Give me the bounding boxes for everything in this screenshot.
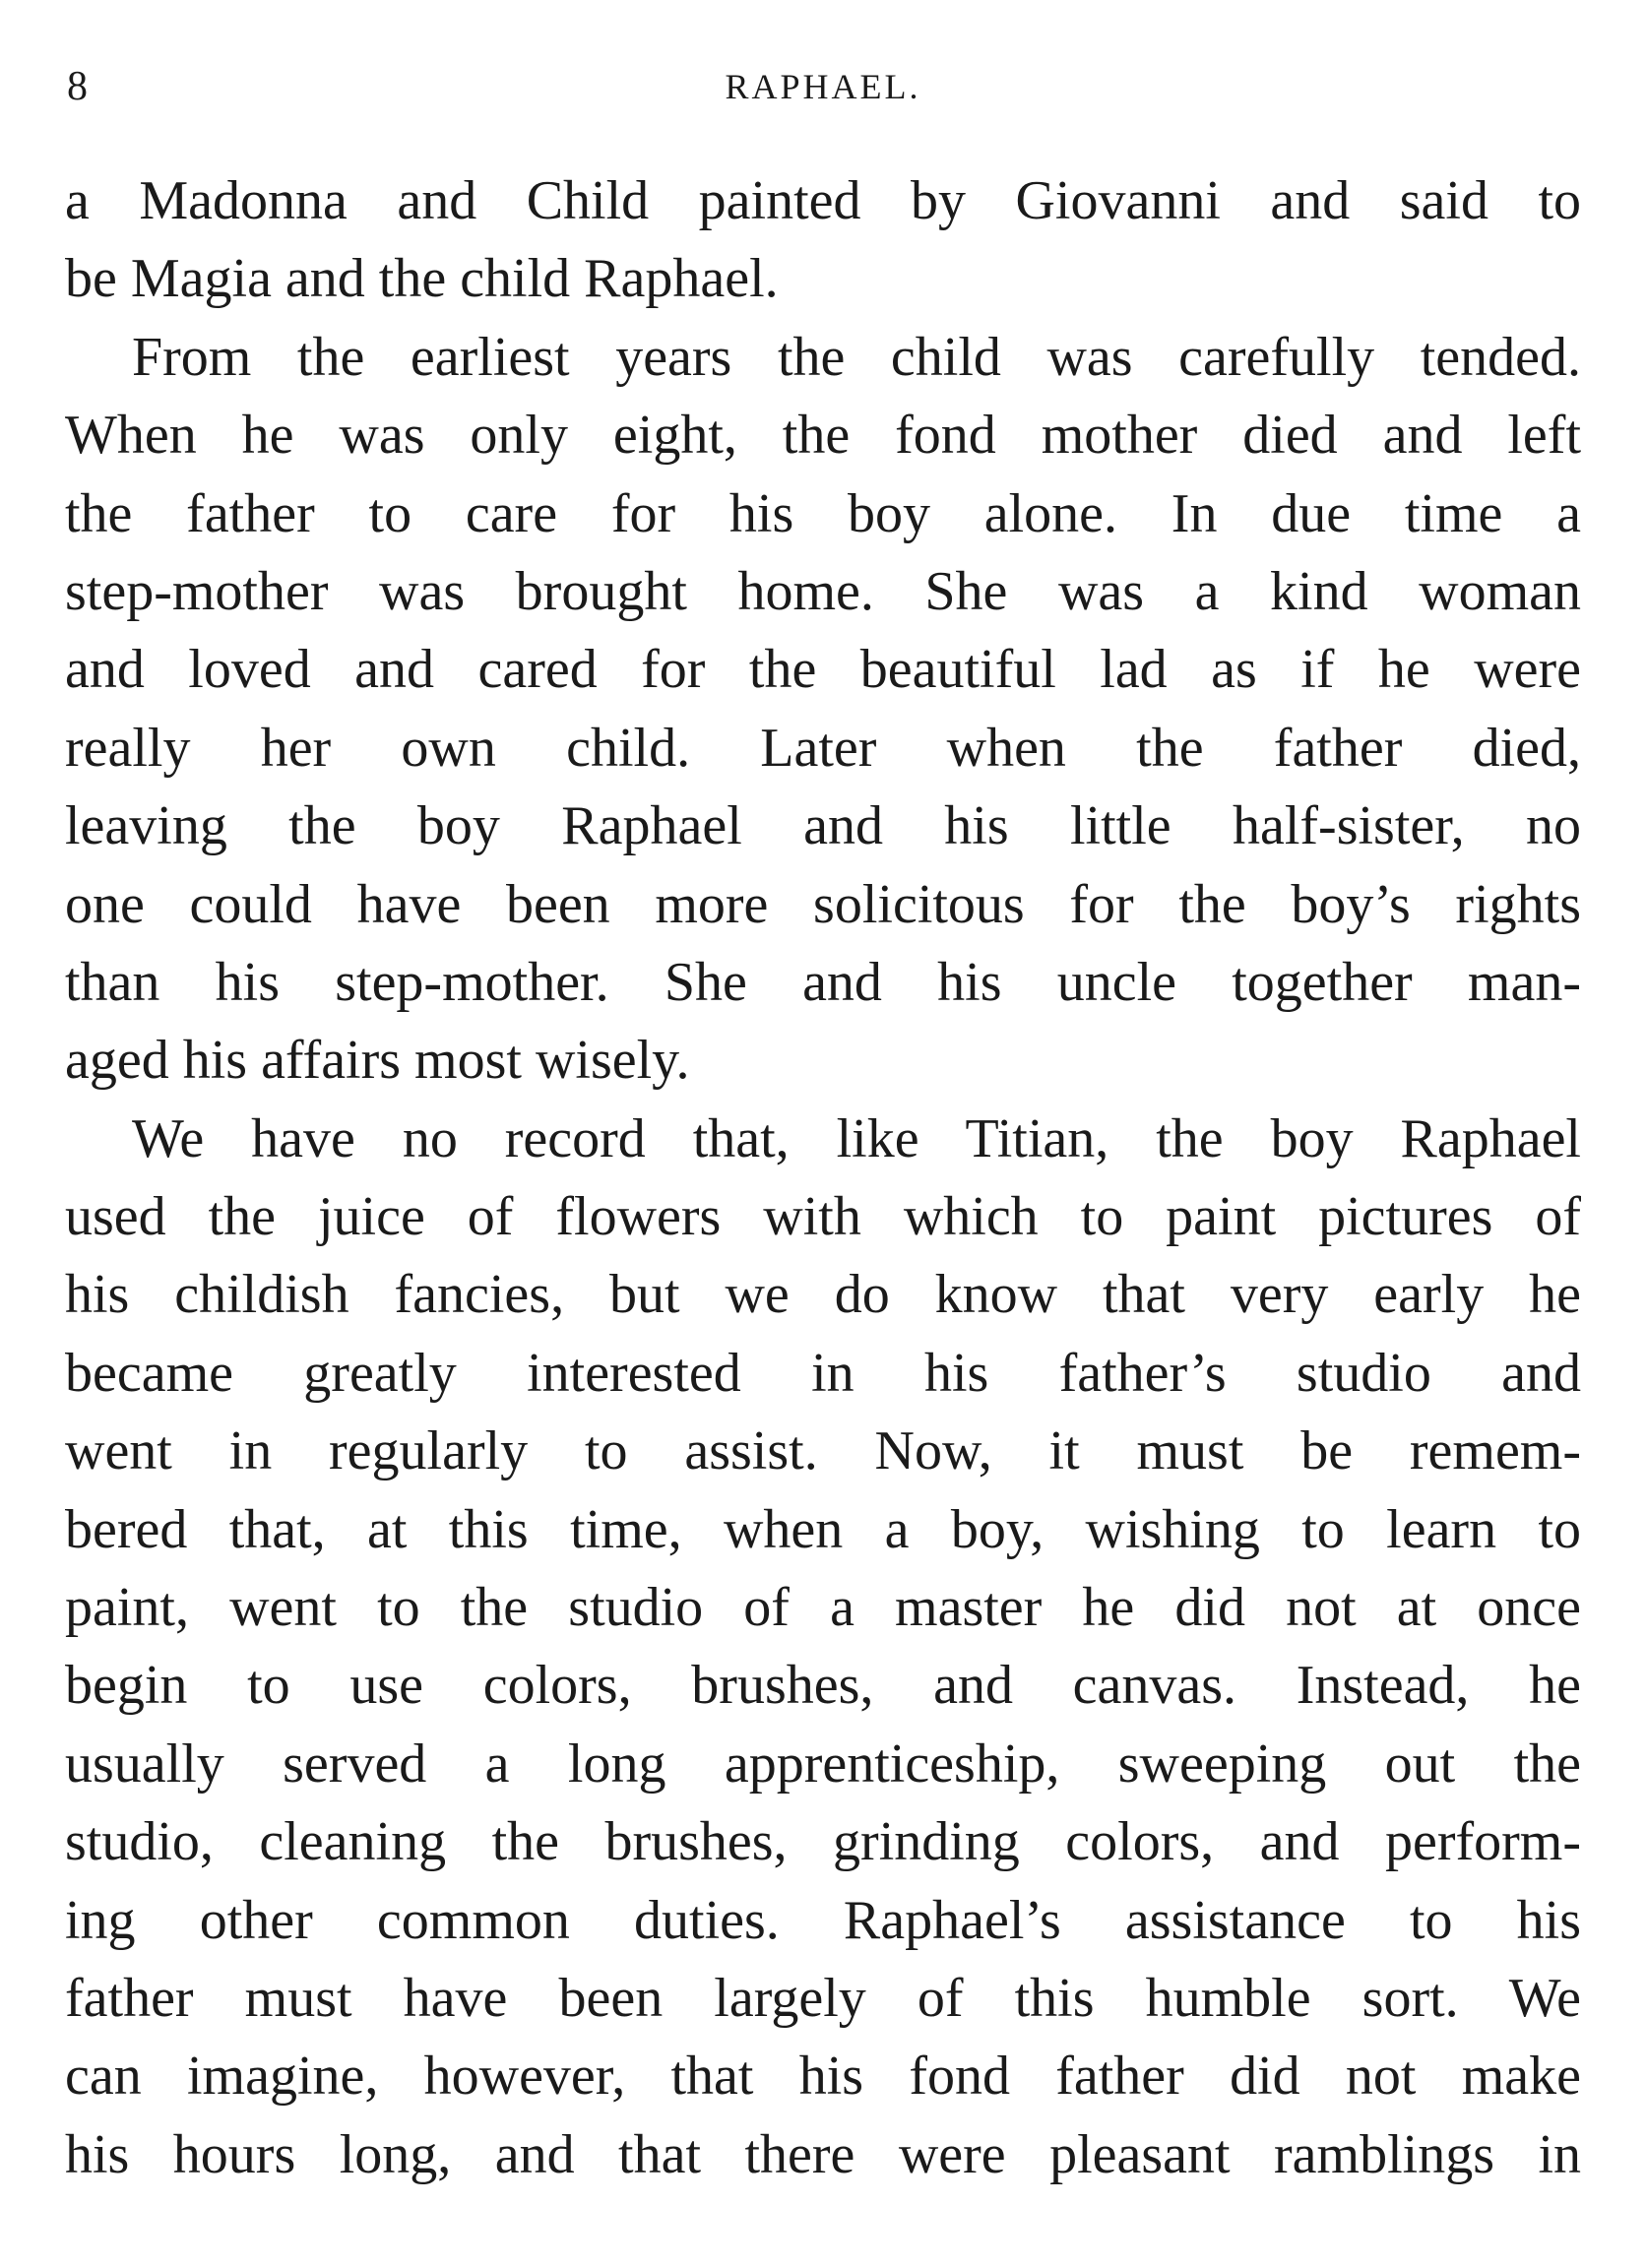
text-line: his childish fancies, but we do know that very early he: [65, 1264, 1581, 1326]
paragraph: [65, 162, 1581, 319]
text-line: one could have been more solicitous for the boy’s rights: [65, 873, 1581, 935]
text-line: his hours long, and that there were pleasant ramblings in: [65, 2123, 1581, 2185]
text-line: than his step-mother. She and his uncle together man-: [65, 951, 1581, 1013]
text-line: From the earliest years the child was carefully tended.: [132, 326, 1581, 388]
text-line: became greatly interested in his father’s studio and: [65, 1342, 1581, 1404]
text-line: father must have been largely of this humble sort. We: [65, 1967, 1581, 2029]
running-title: RAPHAEL.: [725, 67, 921, 106]
text-line: really her own child. Later when the father died,: [65, 717, 1581, 779]
text-line: When he was only eight, the fond mother died and left: [65, 405, 1581, 467]
page-number: 8: [67, 64, 88, 109]
text-line: ing other common duties. Raphael’s assistance to his: [65, 1889, 1581, 1951]
text-line: a Madonna and Child painted by Giovanni and said to: [65, 170, 1581, 231]
text-line: usually served a long apprenticeship, sweeping out the: [65, 1732, 1581, 1795]
paragraph: [65, 319, 1581, 1101]
text-line: be Magia and the child Raphael.: [65, 248, 779, 310]
text-line: leaving the boy Raphael and his little half-sister, no: [65, 795, 1581, 857]
text-line: went in regularly to assist. Now, it must be remem-: [65, 1420, 1581, 1482]
text-line: We have no record that, like Titian, the boy Raphael: [132, 1107, 1581, 1169]
text-line: begin to use colors, brushes, and canvas. Instead, he: [65, 1655, 1581, 1717]
paragraph: [65, 1101, 1581, 2194]
text-line: can imagine, however, that his fond father did not make: [65, 2046, 1581, 2108]
text-line: step-mother was brought home. She was a kind woman: [65, 560, 1581, 622]
running-head: [65, 57, 1581, 116]
text-line: aged his affairs most wisely.: [65, 1030, 690, 1092]
text-line: and loved and cared for the beautiful lad as if he were: [65, 639, 1581, 701]
text-line: the father to care for his boy alone. In due time a: [65, 482, 1581, 544]
text-line: studio, cleaning the brushes, grinding colors, and perform-: [65, 1811, 1581, 1873]
text-line: paint, went to the studio of a master he did not at once: [65, 1577, 1581, 1639]
text-line: used the juice of flowers with which to paint pictures of: [65, 1186, 1581, 1248]
body-text: [65, 162, 1581, 2194]
text-line: bered that, at this time, when a boy, wishing to learn to: [65, 1498, 1581, 1560]
